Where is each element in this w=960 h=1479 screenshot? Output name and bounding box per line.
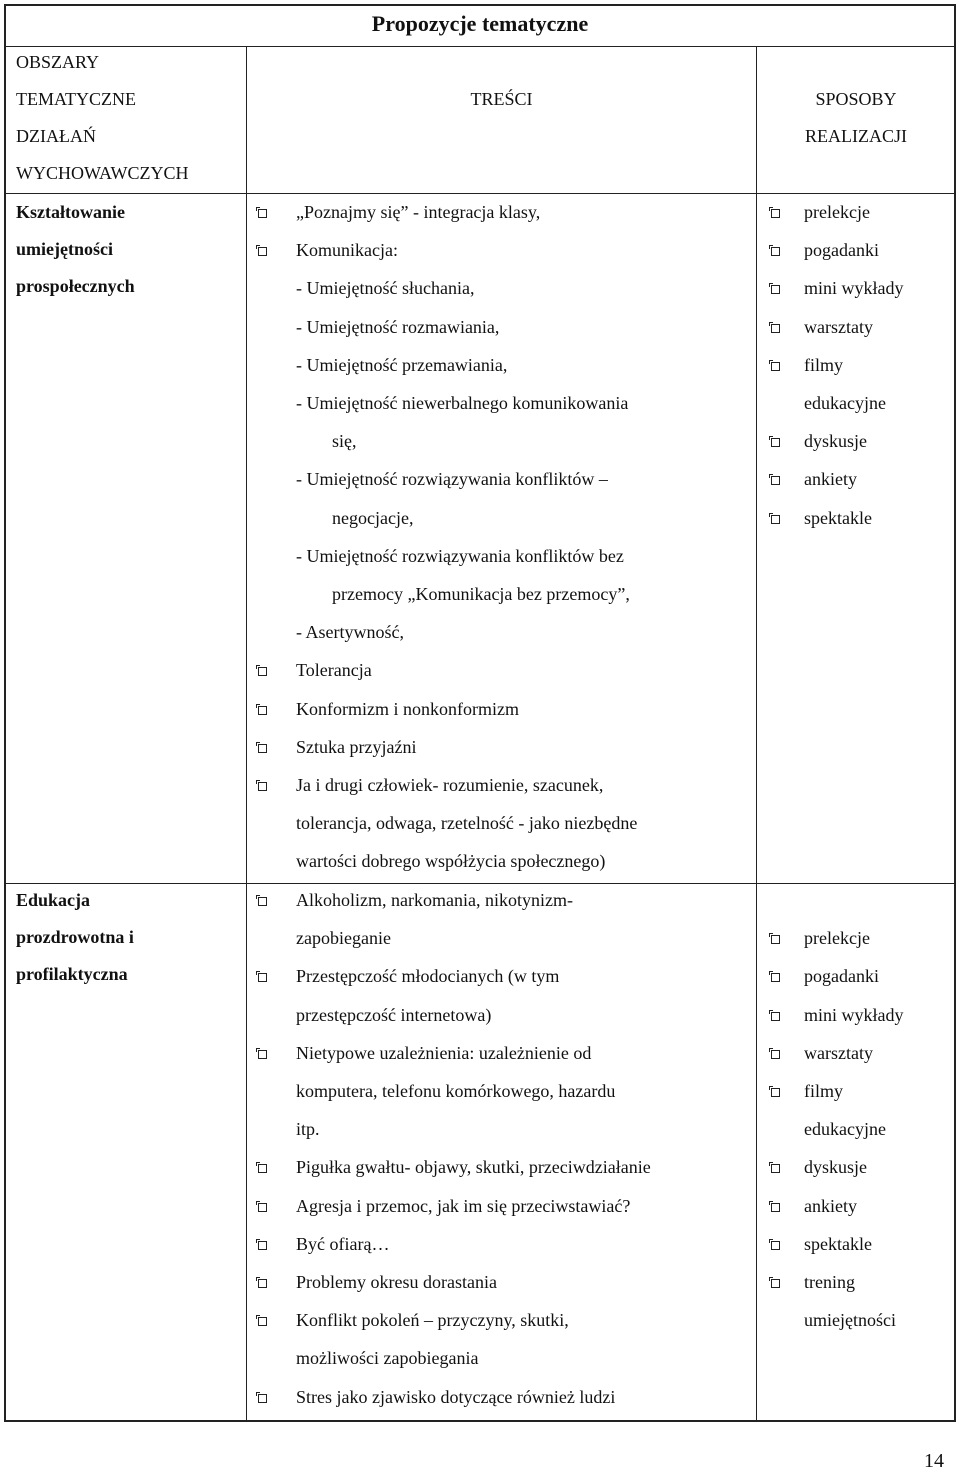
square-bullet-icon [771, 285, 780, 294]
content-item: - Asertywność, [296, 622, 404, 643]
square-bullet-icon [771, 935, 780, 944]
content-item: Agresja i przemoc, jak im się przeciwstawiać? [296, 1195, 631, 1216]
content-item: Być ofiarą… [296, 1233, 390, 1254]
content-item: przestępczość internetowa) [296, 1004, 492, 1025]
content-item: wartości dobrego współżycia społecznego) [296, 851, 606, 872]
content-item: Ja i drugi człowiek- rozumienie, szacunek, [296, 775, 604, 795]
content-item: - Umiejętność rozwiązywania konfliktów – [296, 469, 608, 490]
content-item: - Umiejętność rozmawiania, [296, 316, 500, 337]
method-item: pogadanki [804, 966, 879, 987]
area-label: Edukacja [16, 890, 91, 910]
square-bullet-icon [258, 1164, 267, 1173]
square-bullet-icon [771, 247, 780, 256]
content-item: Pigułka gwałtu- objawy, skutki, przeciwdziałanie [296, 1157, 651, 1178]
content-item: Konformizm i nonkonformizm [296, 698, 519, 719]
content-item: - Umiejętność słuchania, [296, 278, 475, 299]
method-item: prelekcje [804, 202, 870, 222]
square-bullet-icon [258, 247, 267, 256]
square-bullet-icon [258, 782, 267, 791]
header-areas: DZIAŁAŃ [16, 126, 96, 146]
content-item: - Umiejętność rozwiązywania konfliktów bez [296, 545, 624, 566]
method-item: warsztaty [804, 1042, 873, 1063]
content-item: „Poznajmy się” - integracja klasy, [296, 202, 541, 222]
content-item: komputera, telefonu komórkowego, hazardu [296, 1081, 616, 1101]
method-item: mini wykłady [804, 1004, 904, 1025]
square-bullet-icon [771, 1088, 780, 1097]
content-item: Nietypowe uzależnienia: uzależnienie od [296, 1042, 592, 1063]
method-item: warsztaty [804, 316, 873, 337]
square-bullet-icon [258, 706, 267, 715]
method-item: spektakle [804, 507, 872, 528]
square-bullet-icon [258, 1203, 267, 1212]
method-item: edukacyjne [804, 393, 886, 413]
content-item: Przestępczość młodocianych (w tym [296, 966, 560, 987]
square-bullet-icon [771, 1164, 780, 1173]
header-methods: REALIZACJI [805, 126, 907, 146]
title-divider [5, 46, 955, 47]
content-item: negocjacje, [332, 507, 414, 528]
square-bullet-icon [771, 209, 780, 218]
method-item: prelekcje [804, 928, 870, 949]
square-bullet-icon [771, 476, 780, 485]
content-item: Alkoholizm, narkomania, nikotynizm- [296, 890, 573, 910]
square-bullet-icon [771, 362, 780, 371]
header-areas: WYCHOWAWCZYCH [16, 163, 189, 183]
page-number: 14 [924, 1450, 944, 1472]
area-label: Kształtowanie [16, 202, 125, 222]
content-item: Tolerancja [296, 660, 372, 681]
square-bullet-icon [258, 667, 267, 676]
square-bullet-icon [771, 438, 780, 447]
content-item: możliwości zapobiegania [296, 1348, 479, 1369]
square-bullet-icon [771, 1203, 780, 1212]
header-divider [5, 193, 955, 194]
content-item: się, [332, 431, 357, 452]
square-bullet-icon [258, 897, 267, 906]
content-item: Komunikacja: [296, 240, 398, 261]
content-item: tolerancja, odwaga, rzetelność - jako niezbędne [296, 813, 638, 834]
square-bullet-icon [258, 973, 267, 982]
method-item: dyskusje [804, 431, 867, 452]
method-item: edukacyjne [804, 1119, 886, 1140]
method-item: dyskusje [804, 1157, 867, 1178]
method-item: mini wykłady [804, 278, 904, 299]
content-item: Sztuka przyjaźni [296, 736, 417, 757]
header-areas: TEMATYCZNE [16, 89, 136, 109]
content-item: przemocy „Komunikacja bez przemocy”, [332, 584, 630, 604]
square-bullet-icon [258, 1050, 267, 1059]
area-label: profilaktyczna [16, 964, 128, 984]
square-bullet-icon [771, 973, 780, 982]
content-item: Problemy okresu dorastania [296, 1272, 497, 1292]
method-item: ankiety [804, 1195, 857, 1216]
content-item: - Umiejętność przemawiania, [296, 354, 508, 375]
method-item: ankiety [804, 469, 857, 490]
section-divider [5, 883, 955, 884]
method-item: umiejętności [804, 1310, 896, 1331]
method-item: pogadanki [804, 240, 879, 261]
square-bullet-icon [771, 1050, 780, 1059]
content-item: zapobieganie [296, 928, 391, 949]
content-item: Stres jako zjawisko dotyczące również ludzi [296, 1386, 616, 1407]
square-bullet-icon [771, 1279, 780, 1288]
square-bullet-icon [771, 1241, 780, 1250]
table-title: Propozycje tematyczne [371, 11, 589, 36]
column-divider-1 [246, 46, 247, 1421]
method-item: spektakle [804, 1233, 872, 1254]
area-label: prozdrowotna i [16, 927, 134, 947]
square-bullet-icon [258, 209, 267, 218]
square-bullet-icon [258, 744, 267, 753]
square-bullet-icon [258, 1394, 267, 1403]
square-bullet-icon [771, 324, 780, 333]
header-areas: OBSZARY [16, 52, 100, 72]
area-label: prospołecznych [16, 276, 135, 296]
square-bullet-icon [771, 515, 780, 524]
content-item: itp. [296, 1119, 320, 1140]
method-item: trening [804, 1272, 855, 1292]
column-divider-2 [756, 46, 757, 1421]
method-item: filmy [804, 1081, 843, 1101]
header-methods: SPOSOBY [815, 89, 897, 109]
content-item: - Umiejętność niewerbalnego komunikowania [296, 393, 629, 413]
area-label: umiejętności [16, 239, 113, 259]
square-bullet-icon [258, 1241, 267, 1250]
method-item: filmy [804, 354, 843, 375]
square-bullet-icon [258, 1317, 267, 1326]
header-contents: TREŚCI [470, 89, 533, 109]
content-item: Konflikt pokoleń – przyczyny, skutki, [296, 1310, 569, 1331]
square-bullet-icon [258, 1279, 267, 1288]
square-bullet-icon [771, 1012, 780, 1021]
